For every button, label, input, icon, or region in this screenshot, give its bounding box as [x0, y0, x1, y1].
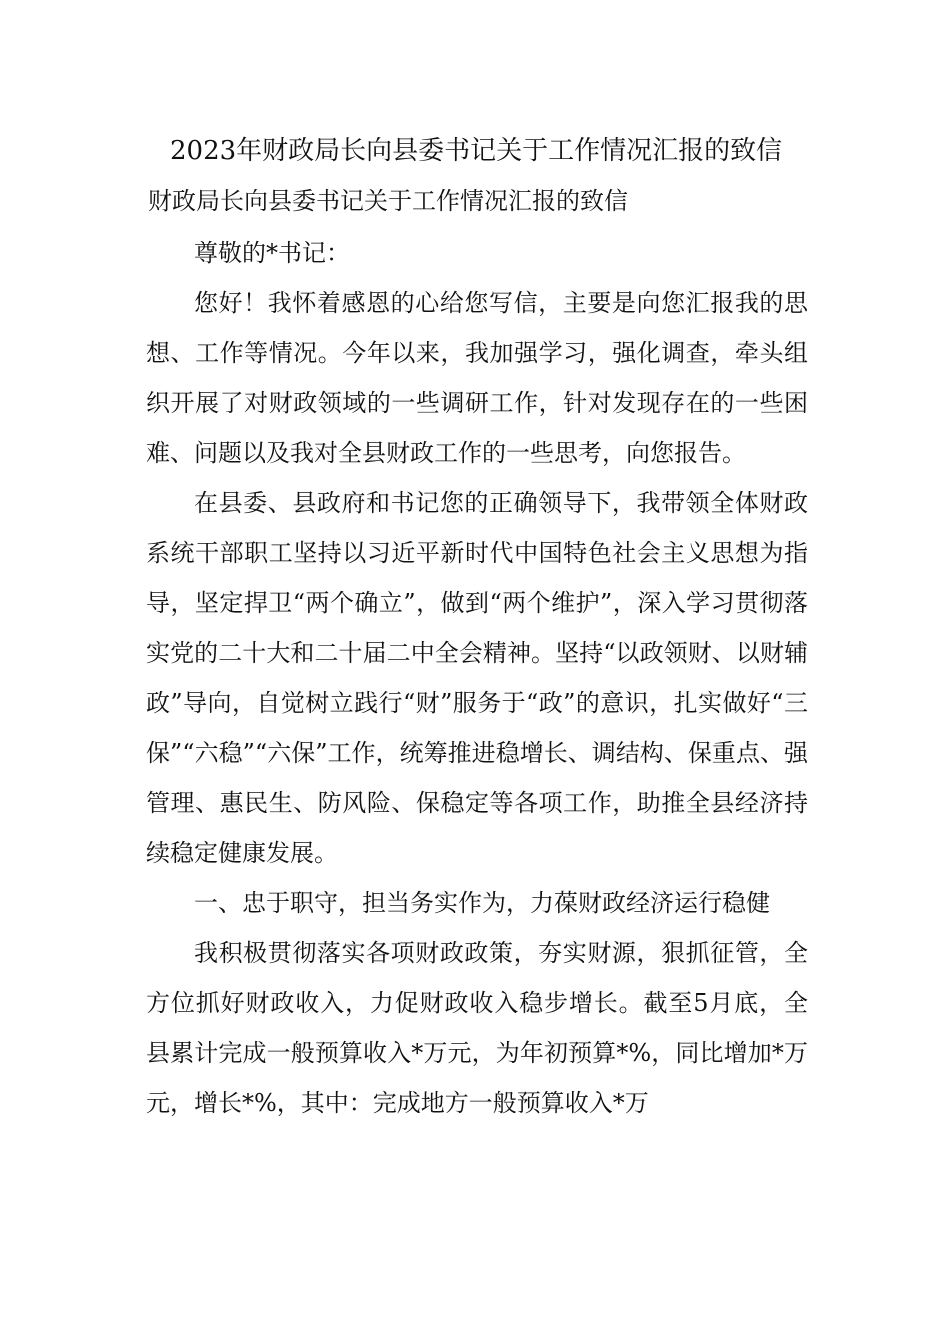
section-paragraph: 我积极贯彻落实各项财政政策，夯实财源，狠抓征管，全方位抓好财政收入，力促财政收入稳步增长。截至5月底，全县累计完成一般预算收入*万元，为年初预算*%，同比增加*万元，增长*%，其中：完成地方一般预算收入*万 [146, 939, 808, 1117]
paragraph-greeting: 您好！我怀着感恩的心给您写信，主要是向您汇报我的思想、工作等情况。今年以来，我加强学习，强化调查，牵头组织开展了对财政领域的一些调研工作，针对发现存在的一些困难、问题以及我对全县财政工作的一些思考，向您报告。 [146, 289, 808, 467]
section-heading: 一、忠于职守，担当务实作为，力葆财政经济运行稳健 [194, 889, 770, 917]
document-subtitle: 财政局长向县委书记关于工作情况汇报的致信 [148, 187, 628, 215]
paragraph-work-summary: 在县委、县政府和书记您的正确领导下，我带领全体财政系统干部职工坚持以习近平新时代中国特色社会主义思想为指导，坚定捍卫“两个确立”，做到“两个维护”，深入学习贯彻落实党的二十大和二十届二中全会精神。坚持“以政领财、以财辅政”导向，自觉树立践行“财”服务于“政”的意识，扎实做好“三保”“六稳”“六保”工作，统筹推进稳增长、调结构、保重点、强管理、惠民生、防风险、保稳定等各项工作，助推全县经济持续稳定健康发展。 [146, 489, 808, 867]
salutation: 尊敬的*书记： [194, 239, 350, 267]
document-title: 2023年财政局长向县委书记关于工作情况汇报的致信 [170, 136, 783, 166]
document-body [146, 228, 808, 1128]
